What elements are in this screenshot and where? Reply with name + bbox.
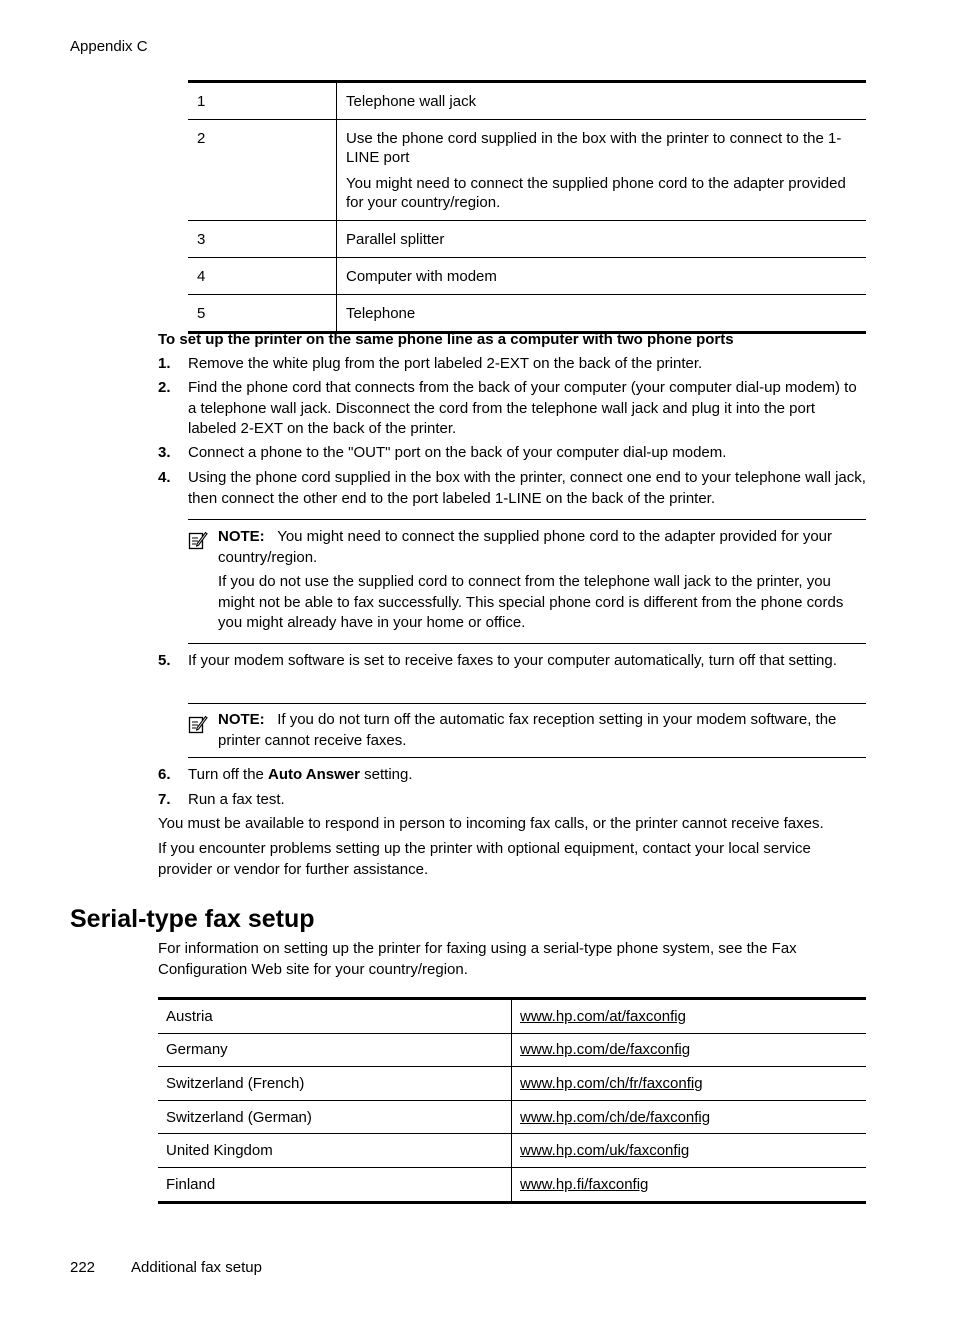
running-header: Appendix C <box>70 38 148 55</box>
step-number: 3. <box>158 444 171 461</box>
step-number: 7. <box>158 791 171 808</box>
step-7 <box>158 790 866 811</box>
page-number: 222 <box>70 1259 96 1276</box>
row-description <box>337 82 867 120</box>
faxconfig-link[interactable]: www.hp.com/de/faxconfig <box>520 1041 691 1059</box>
table-row <box>188 120 866 221</box>
note-label: NOTE: <box>218 528 265 545</box>
note-text-2: If you do not use the supplied cord to connect from the telephone wall jack to the printer, you might not be able to fax successfully. This special phone cord is different from the phone cords you might already have in your home or office. <box>218 573 844 631</box>
note-icon <box>188 714 208 734</box>
step-4 <box>158 468 866 509</box>
step-text: Find the phone cord that connects from the back of your computer (your computer dial-up modem) to a telephone wall jack. Disconnect the cord from the telephone wall jack and plug it into the port labeled 2-EXT on the back of the printer. <box>188 379 857 437</box>
step-number: 4. <box>158 469 171 486</box>
step-text-part: Turn off the <box>188 766 269 783</box>
row-description <box>337 120 867 221</box>
url-cell <box>512 999 867 1034</box>
row-number: 4 <box>188 258 337 295</box>
faxconfig-link[interactable]: www.hp.com/at/faxconfig <box>520 1007 686 1025</box>
paragraph: If you encounter problems setting up the printer with optional equipment, contact your local service provider or vendor for further assistance. <box>158 840 811 878</box>
table-row <box>158 999 866 1034</box>
country-cell: United Kingdom <box>158 1134 512 1168</box>
url-cell <box>512 1100 867 1134</box>
step-text: Using the phone cord supplied in the box with the printer, connect one end to your telephone wall jack, then connect the other end to the port labeled 1-LINE on the back of the printer. <box>188 469 866 507</box>
setting-name: Auto Answer <box>268 766 360 783</box>
row-number: 3 <box>188 221 337 258</box>
table-row <box>188 258 866 295</box>
table-row <box>158 1100 866 1134</box>
row-text: You might need to connect the supplied phone cord to the adapter provided for your country/region. <box>346 175 846 211</box>
note-content: If you do not turn off the automatic fax reception setting in your modem software, the printer cannot receive faxes. <box>218 711 837 749</box>
step-3 <box>158 443 866 464</box>
procedure-title: To set up the printer on the same phone line as a computer with two phone ports <box>158 331 734 348</box>
step-text-part: setting. <box>360 766 413 783</box>
section-heading: Serial-type fax setup <box>70 905 315 933</box>
country-cell: Switzerland (French) <box>158 1067 512 1101</box>
note-text <box>218 527 866 568</box>
note-text <box>218 710 866 751</box>
table-row <box>158 1167 866 1202</box>
table-row <box>158 1134 866 1168</box>
step-number: 6. <box>158 766 171 783</box>
row-text: Computer with modem <box>346 268 497 285</box>
row-text: Parallel splitter <box>346 231 445 248</box>
note-box <box>188 519 866 644</box>
url-cell <box>512 1033 867 1067</box>
row-number: 1 <box>188 82 337 120</box>
step-text: Run a fax test. <box>188 791 285 808</box>
note-icon <box>188 530 208 550</box>
step-number: 5. <box>158 652 171 669</box>
step-text: Remove the white plug from the port labeled 2-EXT on the back of the printer. <box>188 355 703 372</box>
country-cell: Finland <box>158 1167 512 1202</box>
faxconfig-link[interactable]: www.hp.fi/faxconfig <box>520 1175 649 1193</box>
country-cell: Austria <box>158 999 512 1034</box>
step-text: If your modem software is set to receive faxes to your computer automatically, turn off that setting. <box>188 652 837 669</box>
faxconfig-link[interactable]: www.hp.com/uk/faxconfig <box>520 1142 690 1160</box>
step-number: 2. <box>158 379 171 396</box>
url-cell <box>512 1167 867 1202</box>
step-1 <box>158 354 866 375</box>
step-5 <box>158 651 866 672</box>
row-description <box>337 221 867 258</box>
step-6 <box>158 765 866 786</box>
step-text <box>188 765 866 786</box>
connection-legend-table <box>188 80 866 334</box>
url-cell <box>512 1067 867 1101</box>
row-text: Telephone <box>346 305 416 322</box>
row-number: 5 <box>188 295 337 333</box>
table-row <box>188 295 866 333</box>
country-cell: Switzerland (German) <box>158 1100 512 1134</box>
faxconfig-link[interactable]: www.hp.com/ch/fr/faxconfig <box>520 1074 703 1092</box>
row-text: Telephone wall jack <box>346 93 477 110</box>
table-row <box>158 1033 866 1067</box>
step-2 <box>158 378 866 440</box>
step-number: 1. <box>158 355 171 372</box>
row-text: Use the phone cord supplied in the box with the printer to connect to the 1-LINE port <box>346 130 842 166</box>
faxconfig-link[interactable]: www.hp.com/ch/de/faxconfig <box>520 1108 711 1126</box>
paragraph: You must be available to respond in person to incoming fax calls, or the printer cannot receive faxes. <box>158 815 824 832</box>
url-cell <box>512 1134 867 1168</box>
footer-section-title: Additional fax setup <box>131 1259 262 1276</box>
row-description <box>337 295 867 333</box>
table-row <box>158 1067 866 1101</box>
note-label: NOTE: <box>218 711 265 728</box>
faxconfig-table <box>158 997 866 1204</box>
note-box <box>188 703 866 758</box>
row-description <box>337 258 867 295</box>
section-intro: For information on setting up the printer for faxing using a serial-type phone system, see the Fax Configuration Web site for your country/region. <box>158 940 797 978</box>
note-content: You might need to connect the supplied phone cord to the adapter provided for your country/region. <box>218 528 833 566</box>
table-row <box>188 82 866 120</box>
step-text: Connect a phone to the "OUT" port on the back of your computer dial-up modem. <box>188 444 727 461</box>
table-row <box>188 221 866 258</box>
country-cell: Germany <box>158 1033 512 1067</box>
row-number: 2 <box>188 120 337 221</box>
